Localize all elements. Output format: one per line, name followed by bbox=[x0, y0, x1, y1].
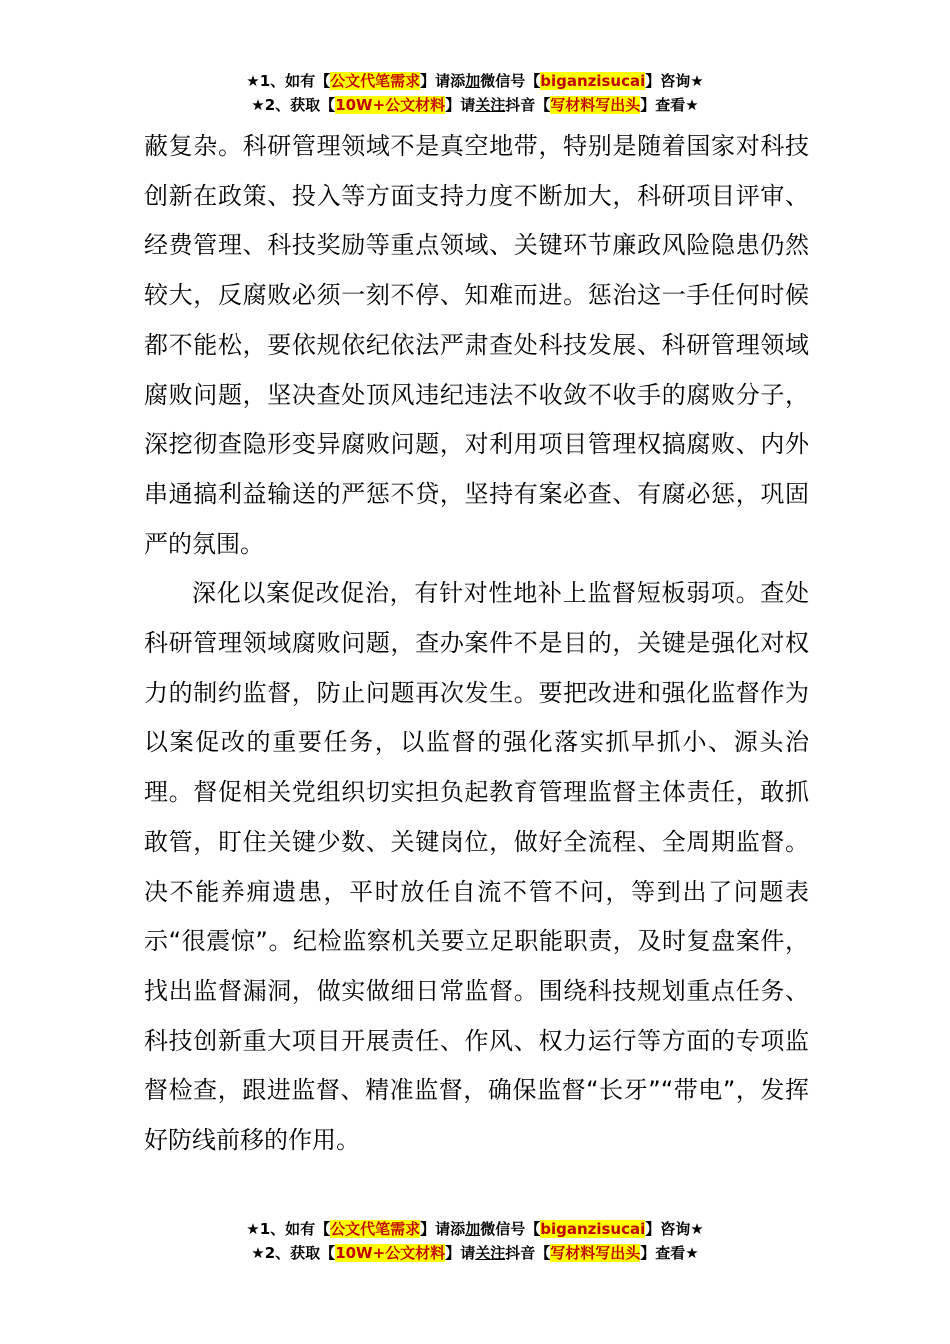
promo-text: 】咨询★ bbox=[645, 72, 704, 90]
body-paragraph: 蔽复杂。科研管理领域不是真空地带，特别是随着国家对科技创新在政策、投入等方面支持力度不断加大，科研项目评审、经费管理、科技奖励等重点领域、关键环节廉政风险隐患仍然较大，反腐败必须一刻不停、知难而进。惩治这一手任何时候都不能松，要依规依纪依法严肃查处科技发展、科研管理领域腐败问题，坚决查处顶风违纪违法不收敛不收手的腐败分子，深挖彻查隐形变异腐败问题，对利用项目管理权搞腐败、内外串通搞利益输送的严惩不贷，坚持有案必查、有腐必惩，巩固严的氛围。 bbox=[144, 132, 809, 558]
promo-text: 】请 bbox=[445, 96, 476, 114]
promo-text: 抖音【 bbox=[505, 1244, 551, 1262]
promo-text: 抖音【 bbox=[505, 96, 551, 114]
promo-highlight: 10W+公文材料 bbox=[335, 96, 446, 114]
header-promo-line-1 bbox=[0, 70, 950, 92]
promo-text: 微信号【 bbox=[480, 1220, 541, 1238]
promo-text: ★2、获取【 bbox=[251, 96, 336, 114]
promo-highlight: 公文代笔需求 bbox=[330, 1220, 421, 1238]
promo-underlined-text: 关注 bbox=[475, 1244, 506, 1262]
footer-promo-line-2 bbox=[0, 1242, 950, 1264]
promo-highlight: biganzisucai bbox=[540, 1220, 646, 1238]
promo-text: ★2、获取【 bbox=[251, 1244, 336, 1262]
promo-underlined-text: 加 bbox=[465, 72, 481, 90]
promo-highlight: 写材料写出头 bbox=[550, 1244, 641, 1262]
body-paragraph: 深化以案促改促治，有针对性地补上监督短板弱项。查处科研管理领域腐败问题，查办案件不是目的，关键是强化对权力的制约监督，防止问题再次发生。要把改进和强化监督作为以案促改的重要任务，以监督的强化落实抓早抓小、源头治理。督促相关党组织切实担负起教育管理监督主体责任，敢抓敢管，盯住关键少数、关键岗位，做好全流程、全周期监督。决不能养痈遗患，平时放任自流不管不问，等到出了问题表示“很震惊”。纪检监察机关要立足职能职责，及时复盘案件，找出监督漏洞，做实做细日常监督。围绕科技规划重点任务、科技创新重大项目开展责任、作风、权力运行等方面的专项监督检查，跟进监督、精准监督，确保监督“长牙”“带电”，发挥好防线前移的作用。 bbox=[144, 579, 809, 1155]
promo-underlined-text: 加 bbox=[465, 1220, 481, 1238]
footer-promo-line-1 bbox=[0, 1218, 950, 1240]
promo-text: 】查看★ bbox=[640, 96, 699, 114]
promo-underlined-text: 关注 bbox=[475, 96, 506, 114]
promo-highlight: 写材料写出头 bbox=[550, 96, 641, 114]
promo-highlight: 10W+公文材料 bbox=[335, 1244, 446, 1262]
promo-highlight: biganzisucai bbox=[540, 72, 646, 90]
promo-text: 】咨询★ bbox=[645, 1220, 704, 1238]
promo-text: 】查看★ bbox=[640, 1244, 699, 1262]
promo-text: 】请添 bbox=[420, 1220, 466, 1238]
promo-text: ★1、如有【 bbox=[246, 1220, 331, 1238]
promo-text: 】请添 bbox=[420, 72, 466, 90]
promo-text: 】请 bbox=[445, 1244, 476, 1262]
promo-highlight: 公文代笔需求 bbox=[330, 72, 421, 90]
header-promo-line-2 bbox=[0, 94, 950, 116]
document-body bbox=[144, 122, 809, 1166]
promo-text: ★1、如有【 bbox=[246, 72, 331, 90]
promo-text: 微信号【 bbox=[480, 72, 541, 90]
